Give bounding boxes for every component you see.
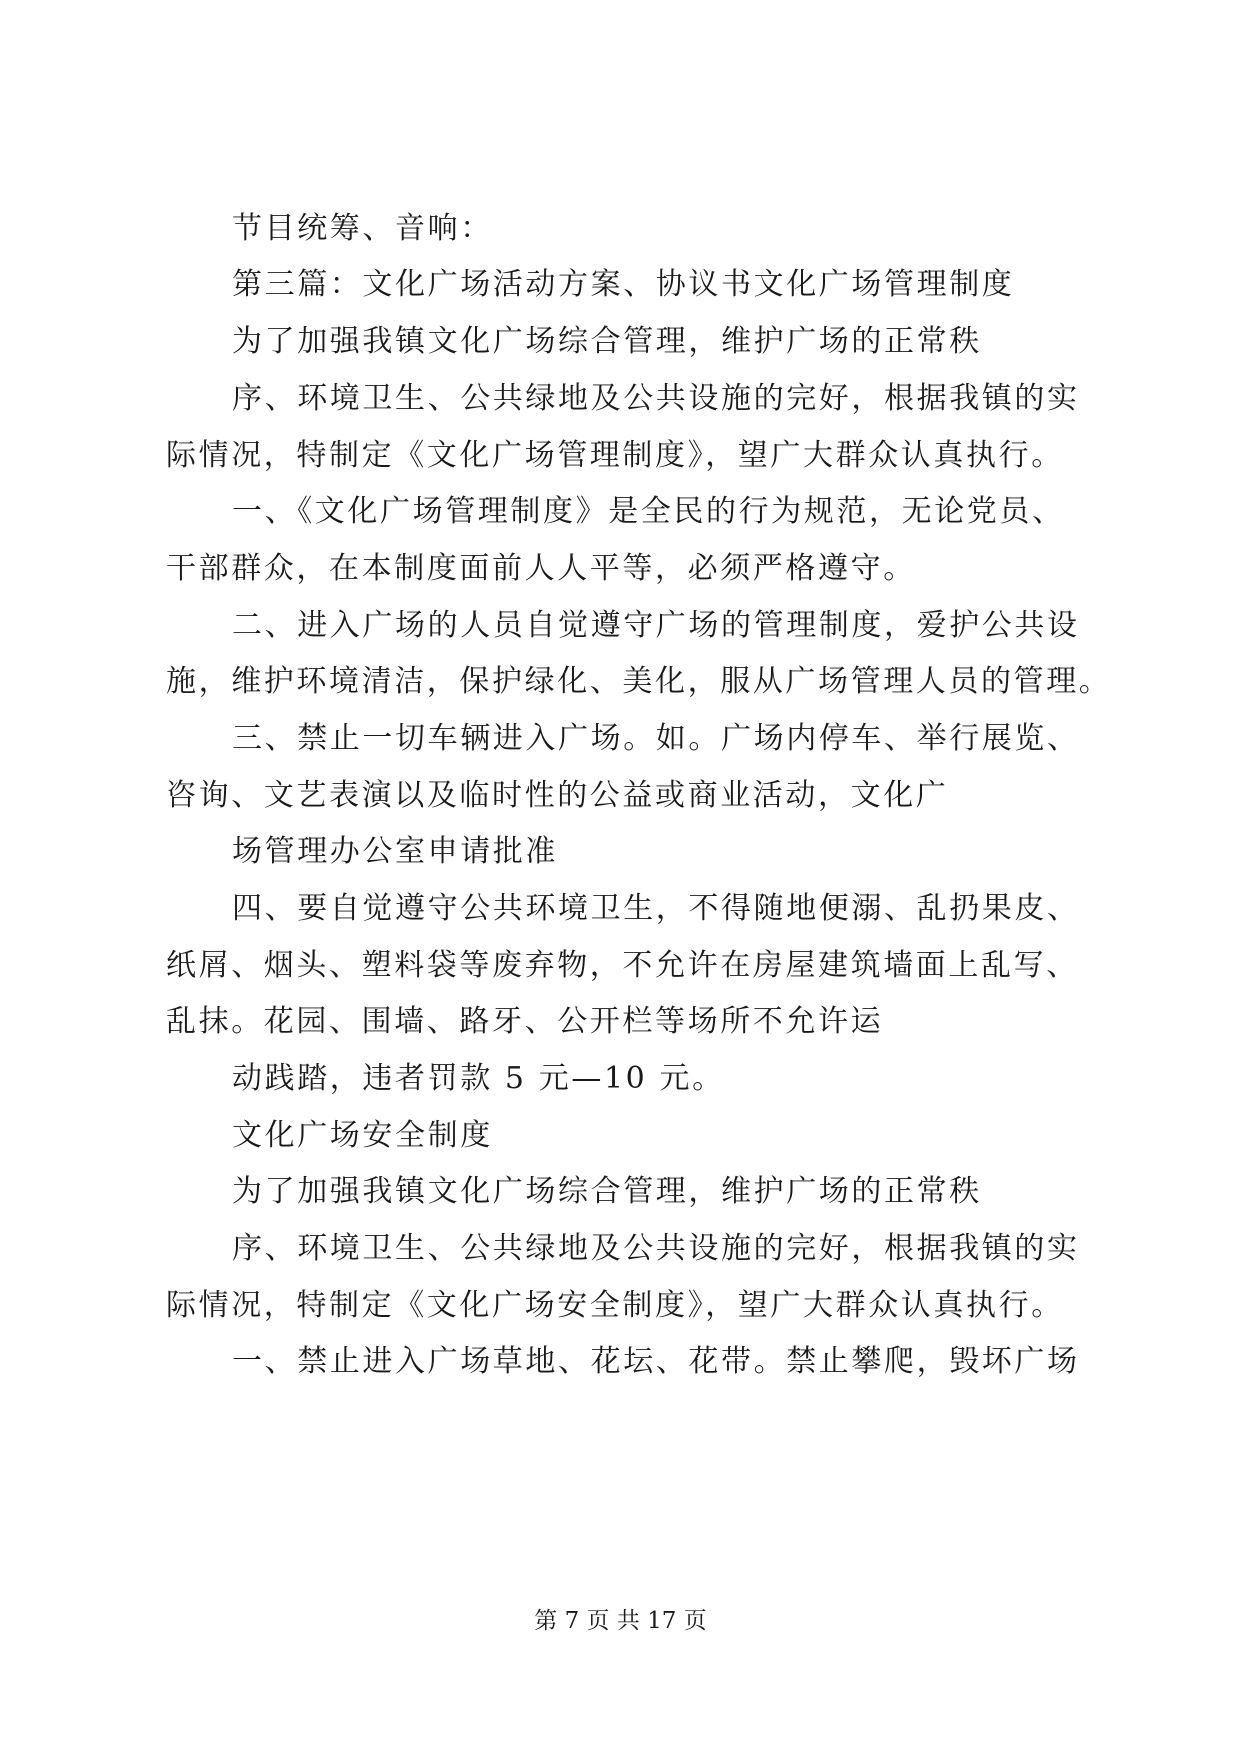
- text-line-19: 序、环境卫生、公共绿地及公共设施的完好，根据我镇的实: [232, 1231, 1080, 1266]
- text-line-12: 场管理办公室申请批准: [232, 834, 558, 869]
- text-line-4: 序、环境卫生、公共绿地及公共设施的完好，根据我镇的实: [232, 381, 1080, 416]
- text-line-1: 节目统筹、音响：: [232, 211, 493, 246]
- text-line-18: 为了加强我镇文化广场综合管理，维护广场的正常秩: [232, 1174, 982, 1209]
- text-line-7: 干部群众，在本制度面前人人平等，必须严格遵守。: [166, 551, 916, 586]
- text-line-15: 乱抹。花园、围墙、路牙、公开栏等场所不允许运: [166, 1004, 884, 1039]
- text-line-11: 咨询、文艺表演以及临时性的公益或商业活动，文化广: [166, 778, 949, 813]
- text-line-8: 二、进入广场的人员自觉遵守广场的管理制度，爱护公共设: [232, 608, 1080, 643]
- text-line-9: 施，维护环境清洁，保护绿化、美化，服从广场管理人员的管理。: [166, 664, 1112, 699]
- text-line-6: 一、《文化广场管理制度》是全民的行为规范，无论党员、: [232, 494, 1065, 529]
- text-line-5: 际情况，特制定《文化广场管理制度》，望广大群众认真执行。: [166, 438, 1064, 473]
- text-line-13: 四、要自觉遵守公共环境卫生，不得随地便溺、乱扔果皮、: [232, 891, 1080, 926]
- text-line-10: 三、禁止一切车辆进入广场。如。广场内停车、举行展览、: [232, 721, 1080, 756]
- page-footer: 第 7 页 共 17 页: [534, 1608, 707, 1634]
- text-line-3: 为了加强我镇文化广场综合管理，维护广场的正常秩: [232, 324, 982, 359]
- text-line-14: 纸屑、烟头、塑料袋等废弃物，不允许在房屋建筑墙面上乱写、: [166, 948, 1079, 983]
- text-line-20: 际情况，特制定《文化广场安全制度》，望广大群众认真执行。: [166, 1288, 1064, 1323]
- text-line-16: 动践踏，违者罚款 5 元—10 元。: [232, 1061, 725, 1096]
- text-line-21: 一、禁止进入广场草地、花坛、花带。禁止攀爬，毁坏广场: [232, 1344, 1080, 1379]
- section-heading: 文化广场安全制度: [232, 1118, 493, 1153]
- text-line-2: 第三篇：文化广场活动方案、协议书文化广场管理制度: [232, 267, 1015, 302]
